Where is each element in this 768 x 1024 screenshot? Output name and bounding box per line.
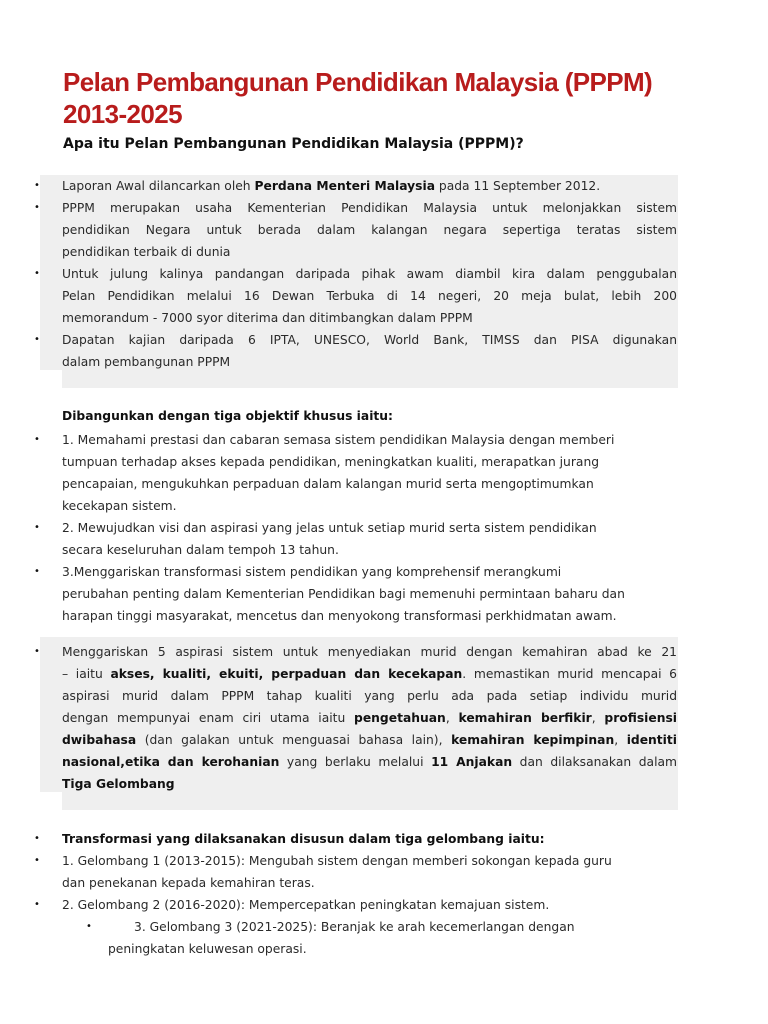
section-heading: Dibangunkan dengan tiga objektif khusus iaitu: [62,409,393,423]
list-item-cont: Pelan Pendidikan melalui 16 Dewan Terbuka di 14 negeri, 20 meja bulat, lebih 200 [62,289,677,303]
list-item-cont: dalam pembangunan PPPM [62,355,231,369]
list-item-cont: harapan tinggi masyarakat, mencetus dan menyokong transformasi perkhidmatan awam. [62,609,617,623]
list-item: • 2. Gelombang 2 (2016-2020): Mempercepatkan peningkatan kemajuan sistem. [62,894,549,916]
bold-text: identiti [626,733,677,747]
list-item-cont: peningkatan keluwesan operasi. [108,942,307,956]
list-item-cont: pendidikan terbaik di dunia [62,245,231,259]
page-title: Pelan Pembangunan Pendidikan Malaysia (PPPM) 2013-2025 [63,67,653,129]
page-subtitle: Apa itu Pelan Pembangunan Pendidikan Malaysia (PPPM)? [63,136,524,152]
bullet-icon: • [34,268,40,279]
bold-text: Perdana Menteri Malaysia [254,179,435,193]
list-item-cont: dwibahasa (dan galakan untuk menguasai bahasa lain), kemahiran kepimpinan, identiti [62,733,677,747]
bullet-icon: • [34,899,40,910]
bold-text: pengetahuan [354,711,446,725]
list-item: • 1. Gelombang 1 (2013-2015): Mengubah sistem dengan memberi sokongan kepada guru [62,850,612,872]
list-item-cont: dan penekanan kepada kemahiran teras. [62,876,315,890]
bold-text: dwibahasa [62,733,137,747]
list-item: • 3.Menggariskan transformasi sistem pendidikan yang komprehensif merangkumi [62,561,561,583]
bullet-icon: • [34,855,40,866]
bullet-icon: • [34,522,40,533]
bold-text: kemahiran kepimpinan [451,733,615,747]
list-item-cont: pencapaian, mengukuhkan perpaduan dalam kalangan murid serta mengoptimumkan [62,477,594,491]
list-item: • 3. Gelombang 3 (2021-2025): Beranjak ke arah kecemerlangan dengan [134,916,575,938]
list-item: • Dapatan kajian daripada 6 IPTA, UNESCO, World Bank, TIMSS dan PISA digunakan [62,329,677,351]
bullet-icon: • [34,202,40,213]
list-item: • Laporan Awal dilancarkan oleh Perdana Menteri Malaysia pada 11 September 2012. [62,175,600,197]
bold-text: Tiga Gelombang [62,777,175,791]
list-item-cont: nasional,etika dan kerohanian yang berlaku melalui 11 Anjakan dan dilaksanakan dalam [62,755,677,769]
bold-text: akses, kualiti, ekuiti, perpaduan dan kecekapan [110,667,463,681]
list-item-cont: tumpuan terhadap akses kepada pendidikan, meningkatkan kualiti, merapatkan jurang [62,455,600,469]
list-item-cont: dengan mempunyai enam ciri utama iaitu pengetahuan, kemahiran berfikir, profisiensi [62,711,677,725]
bullet-icon: • [34,434,40,445]
list-item: • Transformasi yang dilaksanakan disusun dalam tiga gelombang iaitu: [62,828,545,850]
list-item-cont: secara keseluruhan dalam tempoh 13 tahun. [62,543,339,557]
bold-text: 11 Anjakan [431,755,513,769]
list-item-cont: kecekapan sistem. [62,499,177,513]
bullet-icon: • [34,180,40,191]
list-item-cont: – iaitu akses, kualiti, ekuiti, perpaduan dan kecekapan. memastikan murid mencapai 6 [62,667,677,681]
list-item: • 1. Memahami prestasi dan cabaran semasa sistem pendidikan Malaysia dengan memberi [62,429,614,451]
list-item-cont: perubahan penting dalam Kementerian Pendidikan bagi memenuhi permintaan baharu dan [62,587,625,601]
list-item-cont: memorandum - 7000 syor diterima dan ditimbangkan dalam PPPM [62,311,473,325]
list-item: • Untuk julung kalinya pandangan daripada pihak awam diambil kira dalam penggubalan [62,263,677,285]
list-item: • 2. Mewujudkan visi dan aspirasi yang jelas untuk setiap murid serta sistem pendidikan [62,517,597,539]
bullet-icon: • [34,646,40,657]
list-item-cont: aspirasi murid dalam PPPM tahap kualiti yang perlu ada pada setiap individu murid [62,689,677,703]
list-item-cont: pendidikan Negara untuk berada dalam kalangan negara sepertiga teratas sistem [62,223,677,237]
bullet-icon: • [34,833,40,844]
list-item-cont [62,773,175,795]
bold-text: kemahiran berfikir [458,711,592,725]
bold-text: nasional,etika dan kerohanian [62,755,280,769]
list-item: • Menggariskan 5 aspirasi sistem untuk menyediakan murid dengan kemahiran abad ke 21 [62,641,677,663]
bullet-icon: • [34,334,40,345]
list-item: • PPPM merupakan usaha Kementerian Pendidikan Malaysia untuk melonjakkan sistem [62,197,677,219]
bold-text: profisiensi [604,711,677,725]
bullet-icon: • [34,566,40,577]
bullet-icon: • [86,921,92,932]
